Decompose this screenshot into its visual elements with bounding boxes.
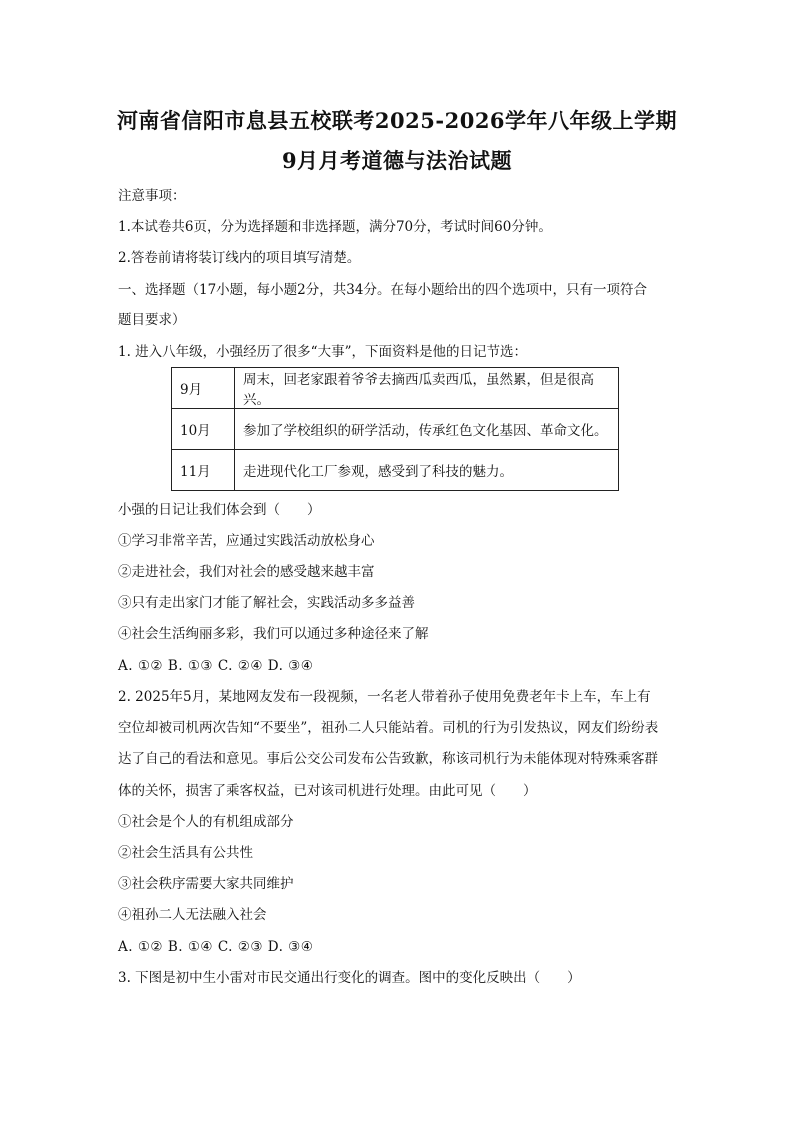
question-2-line2: 空位却被司机两次告知“不要坐”，祖孙二人只能站着。司机的行为引发热议，网友们纷纷表: [118, 720, 659, 736]
month-cell: 10月: [172, 409, 235, 450]
question-1-statement-4: ④社会生活绚丽多彩，我们可以通过多种途径来了解: [118, 626, 429, 642]
diary-entry-cell: 参加了学校组织的研学活动，传承红色文化基因、革命文化。: [235, 409, 619, 450]
exam-title-line1: 河南省信阳市息县五校联考2025-2026学年八年级上学期: [116, 108, 678, 133]
question-2-statement-3: ③社会秩序需要大家共同维护: [118, 876, 294, 892]
table-row: [172, 409, 619, 450]
table-row: [172, 450, 619, 491]
notes-heading: 注意事项：: [118, 188, 186, 204]
notes-item-1: 1.本试卷共6页，分为选择题和非选择题，满分70分，考试时间60分钟。: [118, 219, 552, 235]
diary-table: [171, 367, 619, 491]
table-row: [172, 368, 619, 409]
month-cell: 11月: [172, 450, 235, 491]
question-2-line1: 2. 2025年5月，某地网友发布一段视频，一名老人带着孙子使用免费老年卡上车，车上有: [118, 689, 651, 705]
question-1-options: A. ①② B. ①③ C. ②④ D. ③④: [118, 658, 314, 674]
notes-item-2: 2.答卷前请将装订线内的项目填写清楚。: [118, 250, 361, 266]
question-2-statement-2: ②社会生活具有公共性: [118, 845, 253, 861]
diary-entry-cell: 周末，回老家跟着爷爷去摘西瓜卖西瓜，虽然累，但是很高兴。: [235, 368, 619, 409]
question-2-line4: 体的关怀，损害了乘客权益，已对该司机进行处理。由此可见（ ）: [118, 783, 537, 799]
section-heading-line1: 一、选择题（17小题，每小题2分，共34分。在每小题给出的四个选项中，只有一项符合: [118, 282, 647, 298]
exam-title-line2: 9月月考道德与法治试题: [281, 148, 513, 173]
question-1-stem: 1. 进入八年级，小强经历了很多“大事”，下面资料是他的日记节选：: [118, 344, 527, 360]
question-2-statement-1: ①社会是个人的有机组成部分: [118, 814, 294, 830]
question-1-statement-3: ③只有走出家门才能了解社会，实践活动多多益善: [118, 595, 415, 611]
question-3-stem: 3. 下图是初中生小雷对市民交通出行变化的调查。图中的变化反映出（ ）: [118, 970, 581, 986]
question-2-statement-4: ④祖孙二人无法融入社会: [118, 907, 267, 923]
question-1-statement-1: ①学习非常辛苦，应通过实践活动放松身心: [118, 533, 375, 549]
section-heading-line2: 题目要求）: [118, 312, 186, 328]
question-2-line3: 达了自己的看法和意见。事后公交公司发布公告致歉，称该司机行为未能体现对特殊乘客群: [118, 751, 658, 767]
month-cell: 9月: [172, 368, 235, 409]
question-1-statement-2: ②走进社会，我们对社会的感受越来越丰富: [118, 564, 375, 580]
question-2-options: A. ①② B. ①④ C. ②③ D. ③④: [118, 939, 314, 955]
question-1-prompt: 小强的日记让我们体会到（ ）: [118, 502, 321, 518]
diary-entry-cell: 走进现代化工厂参观，感受到了科技的魅力。: [235, 450, 619, 491]
